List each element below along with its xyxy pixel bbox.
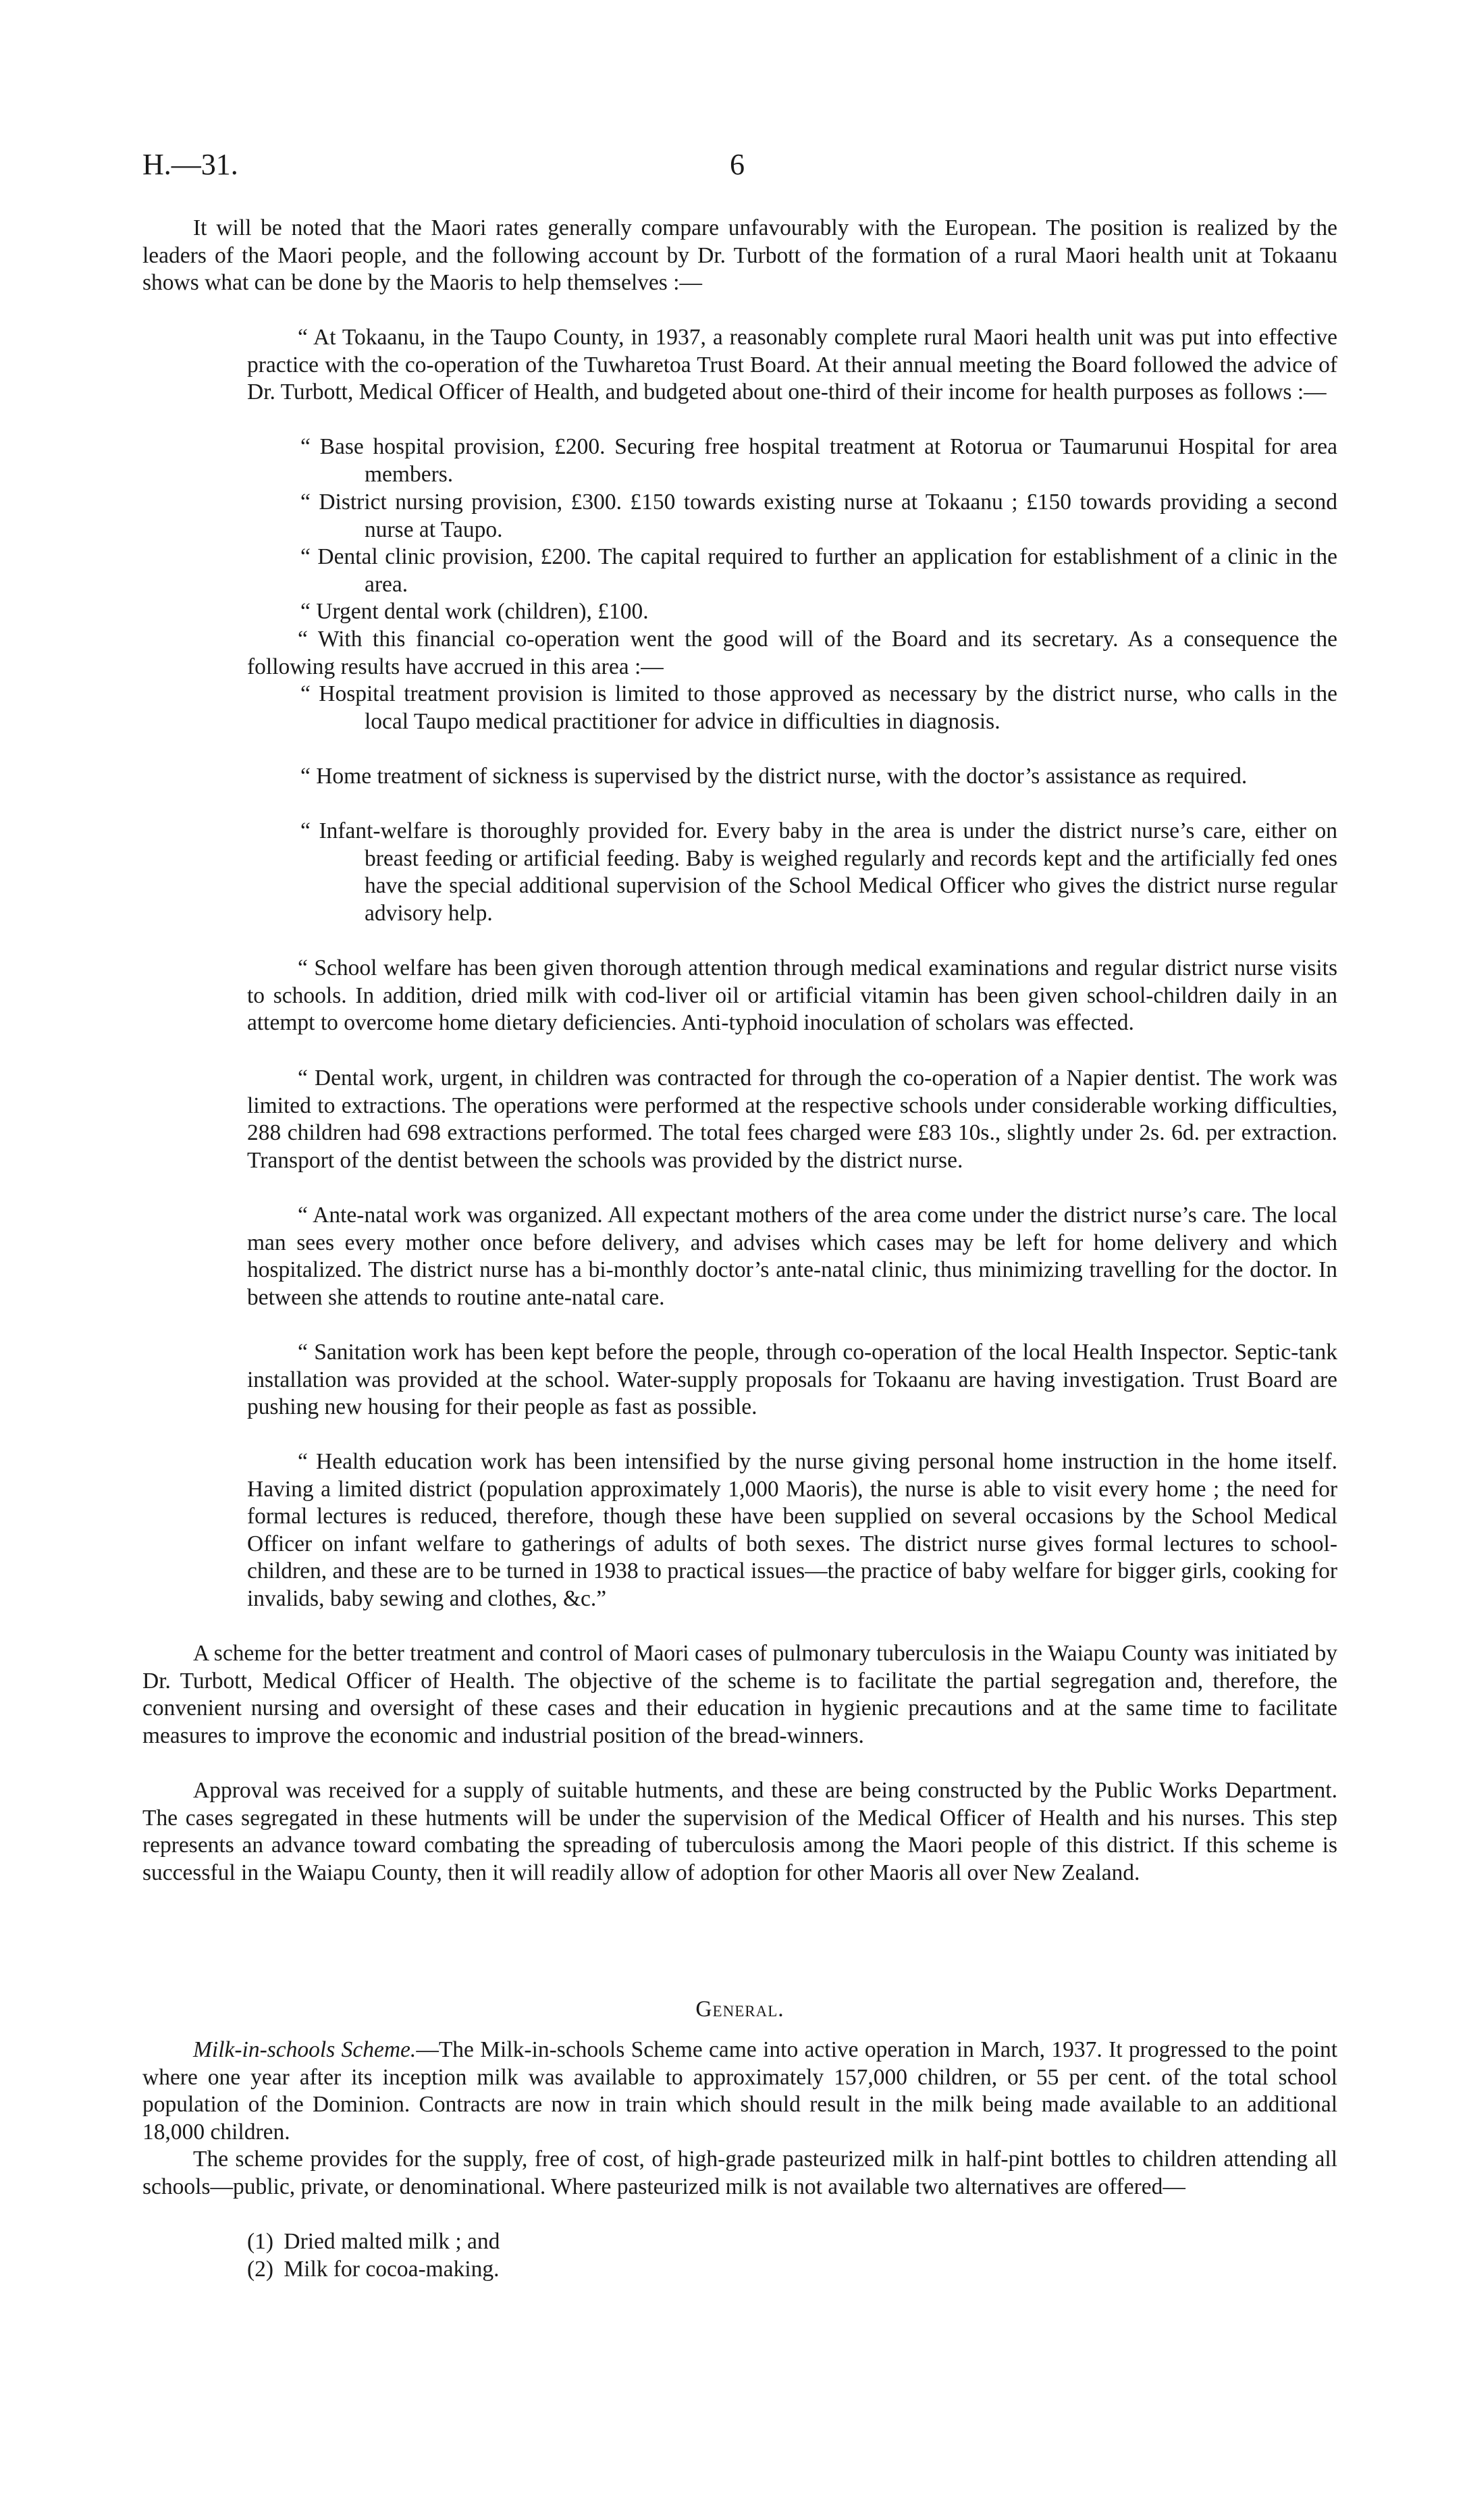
school-welfare-paragraph: “ School welfare has been given thorough attention through medical examinations and regular district nurse visits to schools. In addition, dried milk with cod-liver oil or artificial vitamin has been given school-children daily in an attempt to overcome home dietary deficiencies. Anti-typhoid inoculation of scholars was effected. (247, 955, 1337, 1036)
result-infant-welfare: “ Infant-welfare is thoroughly provided for. Every baby in the area is under the district nurse’s care, either on breast feeding or artificial feeding. Baby is weighed regularly and records kept and the artificially fed ones have the special additional supervision of the School Medical Officer who gives the district nurse regular advisory help. (300, 818, 1337, 926)
list-item-number: (1) (247, 2229, 274, 2254)
result-hospital-treatment: “ Hospital treatment provision is limited to those approved as necessary by the district nurse, who calls in the local Taupo medical practitioner for advice in difficulties in diagnosis. (300, 681, 1337, 734)
list-item (247, 2256, 499, 2284)
hutments-paragraph: Approval was received for a supply of suitable hutments, and these are being constructed by the Public Works Department. The cases segregated in these hutments will be under the supervision of the Medical Officer of Health and his nurses. This step represents an advance toward combating the spreading of tuberculosis among the Maori people of this district. If this scheme is successful in the Waiapu County, then it will readily allow of adoption for other Maoris all over New Zealand. (142, 1778, 1337, 1885)
document-reference: H.—31. (142, 148, 238, 181)
health-education-paragraph: “ Health education work has been intensified by the nurse giving personal home instruction in the home itself. Having a limited district (population approximately 1,000 Maoris), the nurse is able to visit every home ; the need for formal lectures is reduced, therefore, though these have been supplied on several occasions by the School Medical Officer on infant welfare to gatherings of adults of both sexes. The district nurse gives formal lectures to school-children, and these are to be turned in 1938 to practical issues—the practice of baby welfare for bigger girls, cooking for invalids, baby sewing and clothes, &c.” (247, 1449, 1337, 1611)
budget-item-hospital: “ Base hospital provision, £200. Securing free hospital treatment at Rotorua or Taumarunui Hospital for area members. (300, 434, 1337, 487)
running-header (142, 147, 1337, 188)
cooperation-paragraph: “ With this financial co-operation went the good will of the Board and its secretary. As a consequence the following results have accrued in this area :— (247, 627, 1337, 679)
budget-item-urgent-dental: “ Urgent dental work (children), £100. (300, 599, 649, 624)
intro-paragraph: It will be noted that the Maori rates generally compare unfavourably with the European. The position is realized by the leaders of the Maori people, and the following account by Dr. Turbott of the formation of a rural Maori health unit at Tokaanu shows what can be done by the Maoris to help themselves :— (142, 215, 1337, 296)
result-home-treatment: “ Home treatment of sickness is supervised by the district nurse, with the doctor’s assistance as required. (300, 764, 1248, 789)
budget-item-dental-clinic: “ Dental clinic provision, £200. The capital required to further an application for establishment of a clinic in the area. (300, 544, 1337, 597)
list-item-number: (2) (247, 2257, 274, 2282)
dental-work-paragraph: “ Dental work, urgent, in children was contracted for through the co-operation of a Napier dentist. The work was limited to extractions. The operations were performed at the respective schools under considerable working difficulties, 288 children had 698 extractions performed. The total fees charged were £83 10s., slightly under 2s. 6d. per extraction. Transport of the dentist between the schools was provided by the district nurse. (247, 1066, 1337, 1173)
milk-provision-paragraph: The scheme provides for the supply, free of cost, of high-grade pasteurized milk in half-pint bottles to children attending all schools—public, private, or denominational. Where pasteurized milk is not available two alternatives are offered— (142, 2147, 1337, 2199)
section-heading-general: General. (695, 1997, 784, 2022)
ante-natal-paragraph: “ Ante-natal work was organized. All expectant mothers of the area come under the district nurse’s care. The local man sees every mother once before delivery, and advises which cases may be left for home delivery and which hospitalized. The district nurse has a bi-monthly doctor’s ante-natal clinic, thus minimizing travelling for the doctor. In between she attends to routine ante-natal care. (247, 1203, 1337, 1310)
milk-scheme-text: —The Milk-in-schools Scheme came into active operation in March, 1937. It progressed to the point where one year after its inception milk was available to approximately 157,000 children, or 55 per cent. of the total school population of the Dominion. Contracts are now in train which should result in the milk being made available to an additional 18,000 children. (142, 2037, 1337, 2145)
budget-item-nursing: “ District nursing provision, £300. £150 towards existing nurse at Tokaanu ; £150 towards providing a second nurse at Taupo. (300, 490, 1337, 542)
milk-scheme-paragraph (142, 2037, 1337, 2146)
quote-opening-paragraph: “ At Tokaanu, in the Taupo County, in 1937, a reasonably complete rural Maori health unit was put into effective practice with the co-operation of the Tuwharetoa Trust Board. At their annual meeting the Board followed the advice of Dr. Turbott, Medical Officer of Health, and budgeted about one-third of their income for health purposes as follows :— (247, 325, 1337, 405)
list-item-text: Dried malted milk ; and (284, 2229, 500, 2254)
tuberculosis-scheme-paragraph: A scheme for the better treatment and control of Maori cases of pulmonary tuberculosis in the Waiapu County was initiated by Dr. Turbott, Medical Officer of Health. The objective of the scheme is to facilitate the partial segregation and, therefore, the convenient nursing and oversight of these cases and their education in hygienic precautions and at the same time to facilitate measures to improve the economic and industrial position of the bread-winners. (142, 1641, 1337, 1748)
page-number: 6 (730, 148, 745, 181)
milk-scheme-title: Milk-in-schools Scheme. (193, 2037, 417, 2062)
sanitation-paragraph: “ Sanitation work has been kept before the people, through co-operation of the local Health Inspector. Septic-tank installation was provided at the school. Water-supply proposals for Tokaanu are having investigation. Trust Board are pushing new housing for their people as fast as possible. (247, 1340, 1337, 1420)
list-item-text: Milk for cocoa-making. (284, 2257, 500, 2282)
list-item (247, 2228, 500, 2256)
